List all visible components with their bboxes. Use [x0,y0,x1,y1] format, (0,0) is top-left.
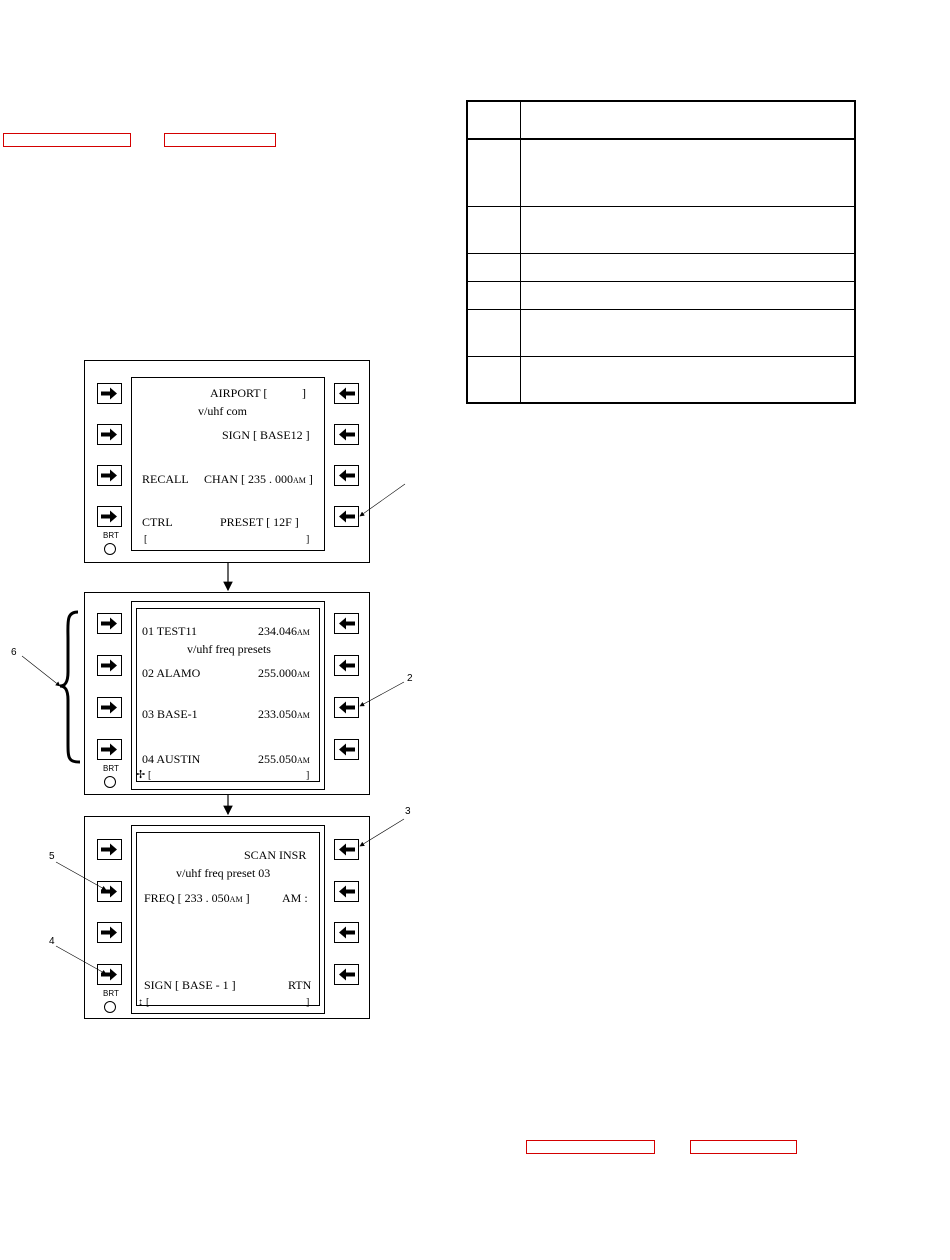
callout-2: 2 [407,673,413,684]
sign-field: SIGN [ BASE - 1 ] [144,978,236,992]
preset-01-freq: 234.046AM [258,624,310,638]
airport-label: AIRPORT [ [210,386,268,400]
rtn-option: RTN [288,978,312,992]
preset-01-name: 01 TEST11 [142,624,198,638]
page-title: v/uhf com [198,404,247,418]
preset-02-freq: 255.000AM [258,666,310,680]
leader-line [56,862,106,890]
leader-line [360,682,404,706]
ctrl-option: CTRL [142,515,173,529]
scratchpad-open: [ [148,770,152,781]
preset-04-name: 04 AUSTIN [142,752,201,766]
leader-line [22,656,60,686]
brt-label: BRT [103,989,119,998]
sign-field: SIGN [ BASE12 ] [222,428,310,442]
leader-line [360,484,405,516]
scratchpad-open: [ [144,534,148,545]
scratchpad-close: ] [306,997,310,1008]
leader-line [56,946,106,974]
callout-4: 4 [49,936,55,947]
scratchpad-close: ] [306,534,310,545]
leader-line [360,819,404,846]
callout-5: 5 [49,851,55,862]
am-mode-field: AM : [282,891,308,905]
airport-close: ] [302,386,306,400]
freq-field: FREQ [ 233 . 050AM ] [144,891,250,905]
scratchpad-open: [ [146,997,150,1008]
page-title: v/uhf freq presets [187,642,271,656]
brt-label: BRT [103,764,119,773]
brt-label: BRT [103,531,119,540]
brace-icon [60,612,80,762]
callout-6: 6 [11,647,17,658]
scroll-arrows-icon: ↕ [138,997,143,1008]
scroll-arrows-icon: ✢ [136,769,146,781]
scratchpad-close: ] [306,770,310,781]
preset-field: PRESET [ 12F ] [220,515,299,529]
scan-insr-option: SCAN INSR [244,848,307,862]
preset-03-freq: 233.050AM [258,707,310,721]
preset-03-name: 03 BASE-1 [142,707,198,721]
chan-field: CHAN [ 235 . 000AM ] [204,472,313,486]
preset-04-freq: 255.050AM [258,752,310,766]
callout-3: 3 [405,806,411,817]
page-title: v/uhf freq preset 03 [176,866,271,880]
preset-02-name: 02 ALAMO [142,666,201,680]
recall-option: RECALL [142,472,189,486]
